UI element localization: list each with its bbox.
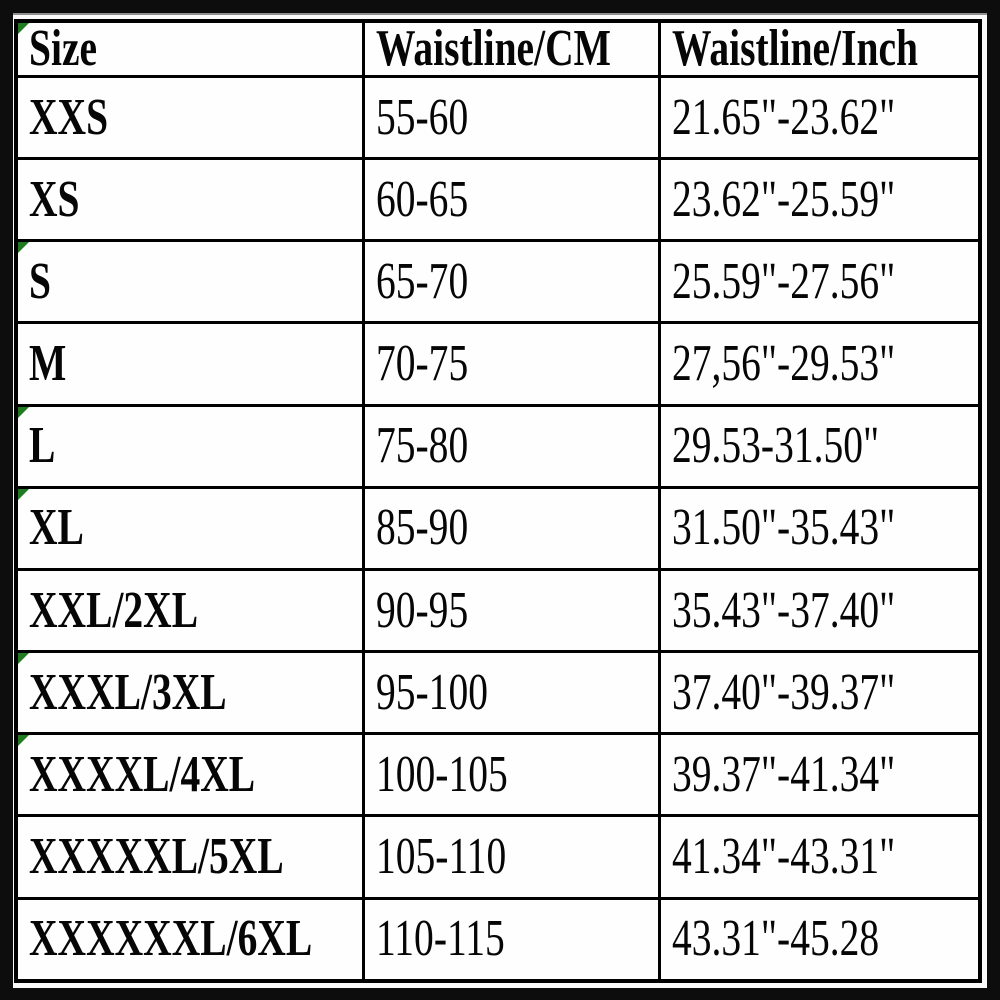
column-header-label: Waistline/Inch <box>672 21 919 77</box>
cell-inch <box>660 652 980 734</box>
cell-cm-value: 65-70 <box>376 252 469 310</box>
cell-cm <box>364 159 660 241</box>
cell-cm-value: 90-95 <box>376 581 469 639</box>
cell-size <box>16 241 364 323</box>
cell-size <box>16 569 364 651</box>
cell-size-value: XXXXL/4XL <box>29 745 256 803</box>
cell-size <box>16 898 364 981</box>
cell-cm-value: 100-105 <box>376 745 509 803</box>
cell-inch-value: 29.53-31.50" <box>672 417 880 475</box>
cell-cm <box>364 734 660 816</box>
table-row <box>16 569 980 651</box>
cell-size <box>16 323 364 405</box>
cell-cm <box>364 405 660 487</box>
cell-inch-value: 21.65"-23.62" <box>672 88 896 146</box>
cell-inch <box>660 569 980 651</box>
cell-size-value: L <box>29 417 56 475</box>
table-row <box>16 405 980 487</box>
size-chart-table <box>14 19 982 983</box>
cell-size-value: XXL/2XL <box>29 581 199 639</box>
cell-size-value: XXS <box>29 88 109 146</box>
cell-inch-value: 25.59"-27.56" <box>672 252 896 310</box>
table-row <box>16 77 980 159</box>
cell-size <box>16 734 364 816</box>
cell-size <box>16 816 364 898</box>
cell-cm-value: 60-65 <box>376 170 469 228</box>
cell-cm <box>364 487 660 569</box>
table-row <box>16 323 980 405</box>
cell-inch-value: 23.62"-25.59" <box>672 170 896 228</box>
table-row <box>16 487 980 569</box>
cell-inch-value: 43.31"-45.28 <box>672 910 880 968</box>
cell-cm-value: 105-110 <box>376 827 507 885</box>
column-header-label: Waistline/CM <box>376 21 612 77</box>
cell-size-value: XXXXXXL/6XL <box>29 910 313 968</box>
cell-inch <box>660 816 980 898</box>
cell-inch <box>660 159 980 241</box>
cell-inch <box>660 405 980 487</box>
table-header <box>16 21 980 77</box>
header-row <box>16 21 980 77</box>
cell-cm-value: 95-100 <box>376 663 489 721</box>
column-header-label: Size <box>29 21 98 77</box>
cell-size <box>16 159 364 241</box>
cell-size-value: XS <box>29 170 80 228</box>
cell-inch <box>660 734 980 816</box>
cell-cm <box>364 816 660 898</box>
cell-cm-value: 110-115 <box>376 910 506 968</box>
cell-cm <box>364 77 660 159</box>
cell-cm-value: 75-80 <box>376 417 469 475</box>
cell-inch <box>660 77 980 159</box>
table-row <box>16 241 980 323</box>
column-header-inch <box>660 21 980 77</box>
cell-size-value: S <box>29 252 51 310</box>
cell-size <box>16 77 364 159</box>
cell-size-value: XXXXXL/5XL <box>29 827 284 885</box>
cell-cm <box>364 652 660 734</box>
cell-inch-value: 39.37"-41.34" <box>672 745 896 803</box>
column-header-size <box>16 21 364 77</box>
cell-cm-value: 85-90 <box>376 499 469 557</box>
cell-inch <box>660 241 980 323</box>
cell-cm-value: 55-60 <box>376 88 469 146</box>
cell-inch <box>660 323 980 405</box>
cell-size-value: XL <box>29 499 84 557</box>
table-canvas <box>13 13 987 988</box>
cell-cm <box>364 569 660 651</box>
table-row <box>16 898 980 981</box>
cell-cm <box>364 898 660 981</box>
cell-size <box>16 487 364 569</box>
table-row <box>16 652 980 734</box>
table-row <box>16 734 980 816</box>
cell-inch-value: 31.50"-35.43" <box>672 499 896 557</box>
cell-inch <box>660 487 980 569</box>
table-body <box>16 77 980 982</box>
cell-inch-value: 27,56"-29.53" <box>672 335 896 393</box>
cell-inch-value: 35.43"-37.40" <box>672 581 896 639</box>
cell-size <box>16 405 364 487</box>
cell-inch-value: 37.40"-39.37" <box>672 663 896 721</box>
cell-size <box>16 652 364 734</box>
cell-size-value: XXXL/3XL <box>29 663 227 721</box>
cell-inch <box>660 898 980 981</box>
cell-cm-value: 70-75 <box>376 335 469 393</box>
cell-size-value: M <box>29 335 67 393</box>
cell-cm <box>364 323 660 405</box>
column-header-cm <box>364 21 660 77</box>
table-row <box>16 816 980 898</box>
cell-inch-value: 41.34"-43.31" <box>672 827 896 885</box>
table-row <box>16 159 980 241</box>
cell-cm <box>364 241 660 323</box>
